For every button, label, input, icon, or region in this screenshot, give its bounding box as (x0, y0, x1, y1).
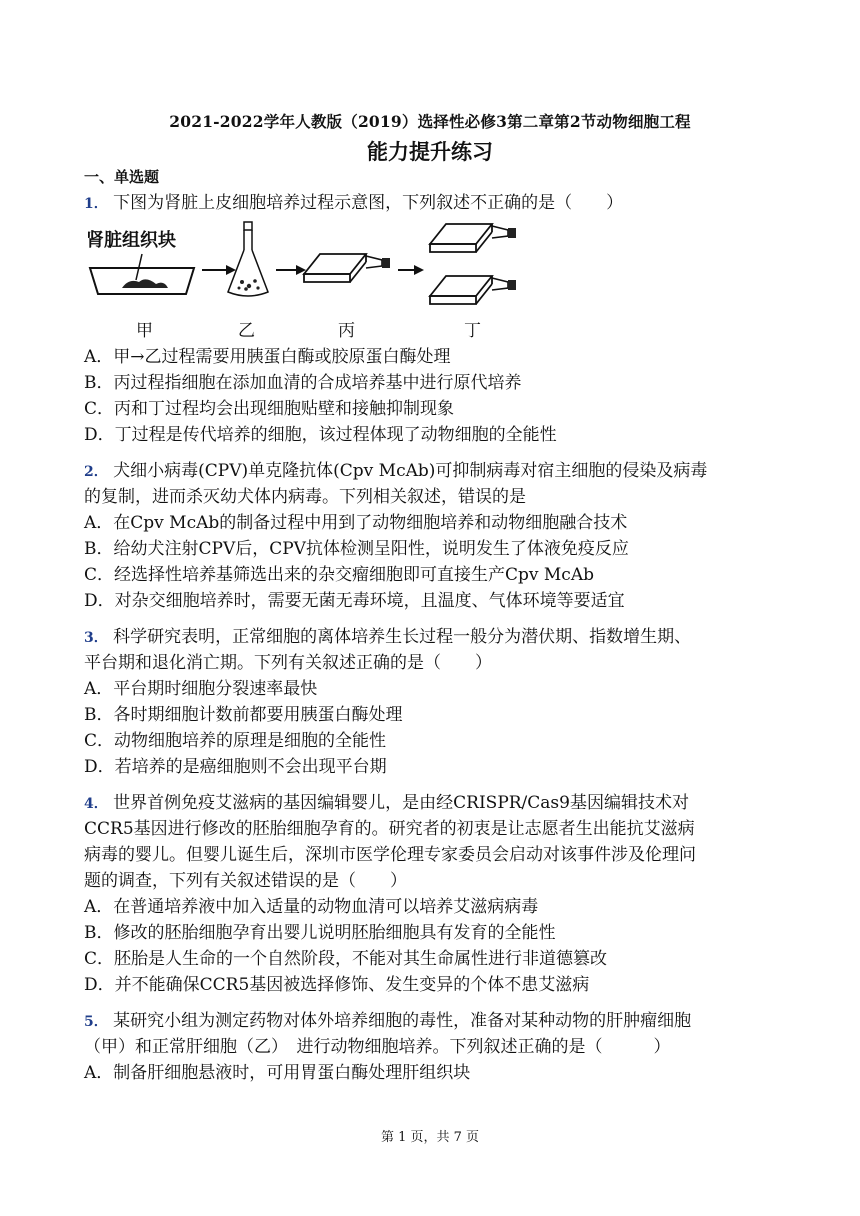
question-text: 下图为肾脏上皮细胞培养过程示意图，下列叙述不正确的是（ ） (113, 193, 624, 213)
question-3-option-b: B．各时期细胞计数前都要用胰蛋白酶处理 (84, 705, 403, 725)
figure-label-bing: 丙 (338, 321, 355, 341)
figure-label-jia: 甲 (136, 321, 153, 341)
question-3-option-d: D．若培养的是癌细胞则不会出现平台期 (84, 757, 387, 777)
question-4-option-d: D．并不能确保CCR5基因被选择修饰、发生变异的个体不患艾滋病 (84, 975, 590, 995)
question-4-option-b: B．修改的胚胎细胞孕育出婴儿说明胚胎细胞具有发育的全能性 (84, 923, 556, 943)
question-1-option-d: D．丁过程是传代培养的细胞，该过程体现了动物细胞的全能性 (84, 425, 557, 445)
question-5-stem-cont: （甲）和正常肝细胞（乙） 进行动物细胞培养。下列叙述正确的是（ ） (84, 1037, 671, 1057)
paper-title: 2021-2022学年人教版（2019）选择性必修3第二章第2节动物细胞工程 (169, 112, 691, 131)
question-2-option-a: A．在Cpv McAb的制备过程中用到了动物细胞培养和动物细胞融合技术 (84, 513, 628, 533)
question-3-option-a: A．平台期时细胞分裂速率最快 (84, 679, 318, 699)
question-4-stem (84, 788, 784, 813)
kidney-culture-diagram (84, 218, 524, 348)
arrow-1 (202, 265, 236, 275)
figure-title: 肾脏组织块 (86, 230, 176, 251)
page-footer: 第 1 页，共 7 页 (380, 1130, 480, 1145)
question-4-option-a: A．在普通培养液中加入适量的动物血清可以培养艾滋病病毒 (84, 897, 539, 917)
question-text: 世界首例免疫艾滋病的基因编辑婴儿，是由经CRISPR/Cas9基因编辑技术对 (113, 793, 689, 813)
question-2-option-c: C．经选择性培养基筛选出来的杂交瘤细胞即可直接生产Cpv McAb (84, 565, 594, 585)
conical-flask-yi (228, 222, 268, 296)
question-3-stem (84, 622, 784, 647)
question-2-stem (84, 456, 784, 481)
question-5-stem (84, 1006, 784, 1031)
question-1-option-a: A．甲→乙过程需要用胰蛋白酶或胶原蛋白酶处理 (84, 347, 451, 367)
question-1-option-c: C．丙和丁过程均会出现细胞贴壁和接触抑制现象 (84, 399, 455, 419)
question-1-stem (84, 188, 784, 213)
question-4-option-c: C．胚胎是人生命的一个自然阶段，不能对其生命属性进行非道德篡改 (84, 949, 608, 969)
arrow-2 (276, 265, 306, 275)
question-2-option-b: B．给幼犬注射CPV后，CPV抗体检测呈阳性，说明发生了体液免疫反应 (84, 539, 629, 559)
figure-label-yi: 乙 (238, 321, 255, 341)
question-2-option-d: D．对杂交细胞培养时，需要无菌无毒环境，且温度、气体环境等要适宜 (84, 591, 625, 611)
culture-bottle-bing (304, 254, 390, 282)
section-heading: 一、单选题 (84, 168, 160, 186)
arrow-3 (398, 265, 424, 275)
culture-bottle-ding-lower (430, 276, 516, 304)
question-text: 科学研究表明，正常细胞的离体培养生长过程一般分为潜伏期、指数增生期、 (113, 627, 692, 647)
question-number: 2． (84, 464, 108, 480)
petri-dish-jia (90, 254, 194, 294)
question-4-stem-cont-3: 题的调查，下列有关叙述错误的是（ ） (84, 871, 407, 891)
question-5-option-a: A．制备肝细胞悬液时，可用胃蛋白酶处理肝组织块 (84, 1063, 471, 1083)
question-1-option-b: B．丙过程指细胞在添加血清的合成培养基中进行原代培养 (84, 373, 522, 393)
question-number: 1． (84, 196, 108, 212)
paper-subtitle: 能力提升练习 (367, 139, 493, 164)
figure-label-ding: 丁 (464, 321, 481, 341)
question-number: 4． (84, 796, 108, 812)
culture-bottle-ding-upper (430, 224, 516, 252)
question-text: 犬细小病毒(CPV)单克隆抗体(Cpv McAb)可抑制病毒对宿主细胞的侵染及病毒 (113, 461, 708, 481)
question-number: 3． (84, 630, 108, 646)
question-3-stem-cont: 平台期和退化消亡期。下列有关叙述正确的是（ ） (84, 653, 492, 673)
question-4-stem-cont-1: CCR5基因进行修改的胚胎细胞孕育的。研究者的初衷是让志愿者生出能抗艾滋病 (84, 819, 695, 839)
question-3-option-c: C．动物细胞培养的原理是细胞的全能性 (84, 731, 387, 751)
question-number: 5． (84, 1014, 108, 1030)
question-2-stem-cont: 的复制，进而杀灭幼犬体内病毒。下列相关叙述，错误的是 (84, 487, 526, 507)
question-text: 某研究小组为测定药物对体外培养细胞的毒性，准备对某种动物的肝肿瘤细胞 (113, 1011, 692, 1031)
question-4-stem-cont-2: 病毒的婴儿。但婴儿诞生后，深圳市医学伦理专家委员会启动对该事件涉及伦理问 (84, 845, 696, 865)
